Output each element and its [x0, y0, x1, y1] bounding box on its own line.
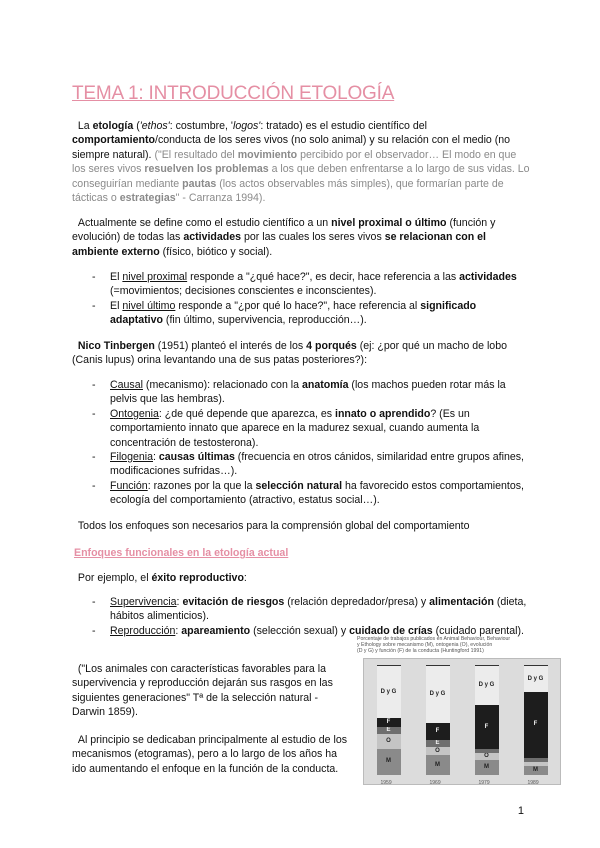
list-item: - El nivel proximal responde a "¿qué hace?", es decir, hace referencia a las actividades (=movimientos; decisiones conscientes e inconscientes). [90, 270, 530, 299]
darwin-quote: ("Los animales con características favorables para la supervivencia y reproducción dejarán sus rasgos en las siguientes generaciones" Tª de la selección natural - Darwin 1859). [72, 663, 333, 719]
figure-caption-line: (D y G) y función (F) de la conducta (Huntingford 1991) [357, 648, 484, 654]
year-tick-label: 1969 [429, 780, 441, 786]
bar-segment-m [524, 765, 548, 775]
levels-list [90, 270, 530, 328]
bar-segment-m [475, 759, 499, 775]
bar-segment-d-y-g [524, 665, 548, 692]
bar-segment-o [475, 752, 499, 760]
segment-label: E [435, 739, 440, 746]
definition-paragraph: Actualmente se define como el estudio científico a un nivel proximal o último (función y evolución) de todas las actividades por las cuales los seres vivos se relacionan con el ambiente externo (físico, biótico y social). [72, 217, 496, 258]
bar-segment-e [426, 739, 450, 747]
segment-label: F [533, 721, 538, 728]
segment-label: D y G [527, 675, 544, 682]
segment-label: D y G [380, 688, 397, 695]
functions-list [90, 595, 530, 638]
segment-label: F [435, 727, 440, 734]
bar-segment-d-y-g [426, 665, 450, 723]
list-item: - Causal (mecanismo): relacionado con la anatomía (los machos pueden rotar más la pelvis que las hembras). [90, 378, 530, 407]
approaches-paragraph: Todos los enfoques son necesarios para la comprensión global del comportamiento [77, 520, 470, 532]
list-item: - El nivel último responde a "¿por qué lo hace?", hace referencia al significado adaptativo (fin último, supervivencia, reproducción…). [90, 299, 530, 328]
history-paragraph: Al principio se dedicaban principalmente al estudio de los mecanismos (etogramas), pero a lo largo de los años ha ido aumentando el enfoque en la función de la conducta. [72, 734, 348, 775]
example-paragraph: Por ejemplo, el éxito reproductivo: [77, 572, 247, 584]
bar-segment-o [377, 733, 401, 749]
figure-caption-line: y Ethology sobre mecanismo (M), ontogenia (O), evolución [357, 642, 493, 648]
tinbergen-paragraph: Nico Tinbergen (1951) planteó el interés de los 4 porqués (ej: ¿por qué un macho de lobo (Canis lupus) orina levantando una de sus patas posteriores?): [72, 340, 507, 367]
segment-label: M [435, 761, 440, 768]
bar-segment-d-y-g [377, 665, 401, 718]
segment-label: M [386, 758, 391, 765]
year-tick-label: 1959 [380, 780, 392, 786]
section-heading: Enfoques funcionales en la etología actual [74, 547, 289, 559]
bar-segment-f [426, 722, 450, 740]
segment-label: O [386, 737, 391, 744]
chart-area [363, 658, 561, 785]
list-item: - Filogenia: causas últimas (frecuencia en otros cánidos, similaridad entre grupos afines, modificaciones sufridas…). [90, 450, 530, 479]
page-title: TEMA 1: INTRODUCCIÓN ETOLOGÍA [72, 83, 395, 104]
list-item: - Ontogenia: ¿de qué depende que aparezca, es innato o aprendido? (Es un comportamiento innato que aparece en la madurez sexual, cuando aumenta la concentración de testosterona). [90, 407, 530, 450]
bar-segment-f [524, 691, 548, 757]
segment-label: M [533, 767, 538, 774]
segment-label: D y G [478, 682, 495, 689]
list-item: - Reproducción: apareamiento (selección sexual) y cuidado de crías (cuidado parental). [90, 624, 530, 638]
behaviour-studies-figure [355, 636, 563, 786]
bar-segment-d-y-g [475, 665, 499, 705]
segment-label: D y G [429, 690, 446, 697]
segment-label: O [484, 752, 489, 759]
segment-label: E [386, 726, 391, 733]
figure-caption-line: Porcentaje de trabajos publicados en Animal Behaviour, Behaviour [357, 636, 511, 642]
bar-segment-f [475, 704, 499, 749]
bar-segment-o [426, 746, 450, 756]
list-item: - Función: razones por la que la selección natural ha favorecido estos comportamientos, ecología del comportamiento (atractivo, estatus social…). [90, 479, 530, 508]
bar-segment-f [377, 717, 401, 727]
segment-label: F [386, 719, 391, 726]
year-tick-label: 1979 [478, 780, 490, 786]
segment-label: M [484, 763, 489, 770]
segment-label: F [484, 723, 489, 730]
bar-segment-m [426, 754, 450, 775]
intro-paragraph: La etología ('ethos': costumbre, 'logos': tratado) es el estudio científico del comportamiento/conducta de los seres vivos (no solo animal) y su relación con el medio (no siempre natural). ("El resultado del movimiento percibido por el observador… El modo en que los seres vivos resuelven los problemas a los que deben enfrentarse a lo largo de sus vidas. Lo conseguirían mediante pautas (los actos observables más simples), que formarían parte de tácticas o estrategias" - Carranza 1994). [72, 120, 530, 205]
year-tick-label: 1989 [527, 780, 539, 786]
porques-list [90, 378, 530, 508]
page-number: 1 [517, 805, 524, 817]
segment-label: O [435, 747, 440, 754]
list-item: - Supervivencia: evitación de riesgos (relación depredador/presa) y alimentación (dieta, hábitos alimenticios). [90, 595, 530, 624]
bar-segment-m [377, 748, 401, 775]
bar-segment-e [377, 726, 401, 734]
